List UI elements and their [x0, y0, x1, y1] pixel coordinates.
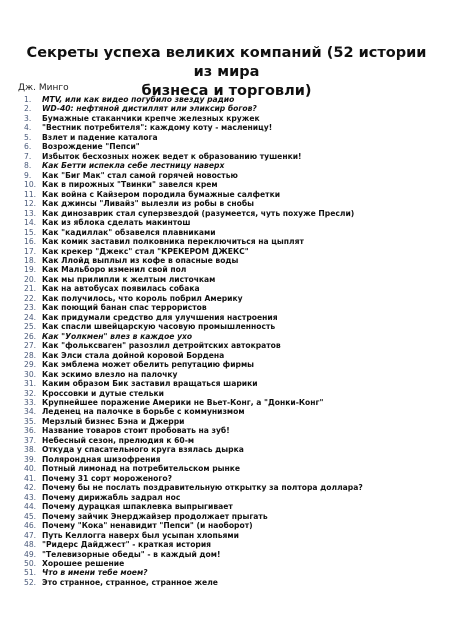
toc-item-number: 29. — [24, 360, 37, 370]
toc-item — [24, 256, 444, 265]
toc-item-title: Как комик заставил полковника переключиться на цыплят — [42, 237, 304, 247]
toc-item-title: Как "Биг Мак" стал самой горячей новостью — [42, 170, 238, 180]
toc-item-title: Как Бетти испекла себе лестницу наверх — [42, 161, 225, 171]
toc-item-number: 49. — [24, 549, 37, 559]
toc-item-number: 17. — [24, 246, 37, 256]
toc-item-title: "Вестник потребителя": каждому коту - масленицу! — [42, 123, 273, 133]
toc-item-title: Как джинсы "Ливайз" вылезли из робы в снобы — [42, 199, 254, 209]
toc-item-number: 26. — [24, 331, 37, 341]
toc-item — [24, 190, 444, 199]
document-author: Дж. Минго — [18, 83, 69, 93]
toc-item-title: Это странное, странное, странное желе — [42, 577, 218, 587]
toc-item — [24, 341, 444, 350]
toc-item-number: 45. — [24, 511, 37, 521]
toc-item-title: Почему зайчик Энерджайзер продолжает прыгать — [42, 511, 268, 521]
toc-item-title: Как получилось, что король побрил Америку — [42, 293, 243, 303]
toc-item-title: Как эскимо влезло на палочку — [42, 369, 178, 379]
toc-item — [24, 114, 444, 123]
toc-item — [24, 360, 444, 369]
toc-item-title: Как Элси стала дойной коровой Бордена — [42, 350, 225, 360]
toc-item — [24, 228, 444, 237]
toc-item-title: Как в пирожных "Твинки" завелся крем — [42, 180, 218, 190]
toc-item-title: Как Мальборо изменил свой пол — [42, 265, 187, 275]
toc-item-title: Бумажные стаканчики крепче железных кружек — [42, 113, 260, 123]
toc-item-number: 30. — [24, 369, 37, 379]
toc-item — [24, 578, 444, 587]
toc-item — [24, 502, 444, 511]
toc-item-number: 50. — [24, 558, 37, 568]
toc-item-number: 41. — [24, 473, 37, 483]
toc-item-number: 28. — [24, 350, 37, 360]
toc-item-title: Хорошее решение — [42, 558, 125, 568]
toc-item — [24, 521, 444, 530]
toc-item-number: 35. — [24, 416, 37, 426]
toc-item-number: 14. — [24, 218, 37, 228]
toc-item-number: 19. — [24, 265, 37, 275]
toc-item-title: Возрождение "Пепси" — [42, 142, 140, 152]
toc-item — [24, 483, 444, 492]
toc-item-title: Как придумали средство для улучшения настроения — [42, 312, 278, 322]
toc-item-title: Взлет и падение каталога — [42, 132, 158, 142]
toc-item-number: 43. — [24, 492, 37, 502]
toc-item-title: Избыток бесхозных ножек ведет к образованию тушенки! — [42, 151, 302, 161]
toc-item-number: 48. — [24, 540, 37, 550]
toc-item-number: 10. — [24, 180, 37, 190]
toc-item — [24, 559, 444, 568]
toc-item-number: 51. — [24, 568, 37, 578]
toc-item — [24, 436, 444, 445]
toc-item-title: Почему "Кока" ненавидит "Пепси" (и наоборот) — [42, 521, 253, 531]
toc-item-number: 34. — [24, 407, 37, 417]
toc-item-title: Как спасли швейцарскую часовую промышленность — [42, 322, 276, 332]
toc-item-title: Почему дурацкая шпаклевка выпрыгивает — [42, 502, 233, 512]
toc-item — [24, 455, 444, 464]
toc-item-number: 13. — [24, 208, 37, 218]
toc-item-number: 36. — [24, 426, 37, 436]
toc-item-number: 15. — [24, 227, 37, 237]
toc-item — [24, 426, 444, 435]
toc-item — [24, 152, 444, 161]
toc-item — [24, 550, 444, 559]
toc-item — [24, 303, 444, 312]
title-line-2: бизнеса и торговли) — [141, 83, 312, 99]
toc-item-title: Как эмблема может обелить репутацию фирмы — [42, 360, 255, 370]
toc-item-title: Почему бы не послать поздравительную открытку за полтора доллара? — [42, 483, 363, 493]
toc-item-number: 46. — [24, 521, 37, 531]
toc-item — [24, 379, 444, 388]
toc-item — [24, 512, 444, 521]
toc-item-title: Полярондная шизофрения — [42, 454, 161, 464]
toc-item — [24, 180, 444, 189]
toc-item-title: Как Ллойд выплыл из кофе в опасные воды — [42, 255, 239, 265]
toc-item-title: Кроссовки и дутые стельки — [42, 388, 165, 398]
toc-item-number: 33. — [24, 398, 37, 407]
toc-item-title: Как мы прилипли к желтым листочкам — [42, 274, 216, 284]
toc-item-number: 31. — [24, 379, 37, 389]
toc-item-number: 38. — [24, 445, 37, 455]
toc-item-title: Крупнейшее поражение Америки не Вьет-Конг, а "Донки-Конг" — [42, 398, 324, 407]
toc-item-number: 5. — [24, 132, 32, 142]
toc-item-number: 24. — [24, 312, 37, 322]
toc-item-title: WD-40: нефтяной дистиллят или эликсир богов? — [42, 104, 257, 114]
toc-item — [24, 95, 444, 104]
toc-item-title: Небесный сезон, прелюдия к 60-м — [42, 435, 195, 445]
toc-item-number: 11. — [24, 189, 37, 199]
table-of-contents — [24, 95, 444, 587]
document-title — [20, 44, 433, 101]
toc-item-number: 27. — [24, 341, 37, 351]
toc-item-title: Как из яблока сделать макинтош — [42, 218, 191, 228]
toc-item-title: Как крекер "Джекс" стал "КРЕКЕРОМ ДЖЕКС" — [42, 246, 249, 256]
toc-item-number: 40. — [24, 464, 37, 474]
toc-item — [24, 540, 444, 549]
toc-item-number: 32. — [24, 388, 37, 398]
toc-item-title: "Ридерс Дайджест" - краткая история — [42, 540, 212, 550]
toc-item — [24, 445, 444, 454]
toc-item — [24, 171, 444, 180]
toc-item-title: Почему дирижабль задрал нос — [42, 492, 181, 502]
toc-item-number: 37. — [24, 435, 37, 445]
toc-item-title: MTV, или как видео погубило звезду радио — [42, 95, 235, 104]
toc-item — [24, 161, 444, 170]
toc-item-number: 20. — [24, 274, 37, 284]
toc-item — [24, 218, 444, 227]
toc-item — [24, 237, 444, 246]
toc-item-number: 1. — [24, 95, 32, 104]
toc-item-title: Мерзлый бизнес Бэна и Джерри — [42, 416, 185, 426]
toc-item — [24, 313, 444, 322]
title-line-1: Секреты успеха великих компаний (52 истории из мира — [26, 45, 427, 80]
toc-item-title: Что в имени тебе моем? — [42, 568, 148, 578]
toc-item-number: 8. — [24, 161, 32, 171]
toc-item-title: Потный лимонад на потребительском рынке — [42, 464, 241, 474]
toc-item — [24, 284, 444, 293]
toc-item-number: 52. — [24, 577, 37, 587]
toc-item-number: 4. — [24, 123, 32, 133]
toc-item-title: Название товаров стоит пробовать на зуб! — [42, 426, 230, 436]
toc-item — [24, 275, 444, 284]
toc-item-title: Почему 31 сорт мороженого? — [42, 473, 172, 483]
toc-item-number: 6. — [24, 142, 32, 152]
toc-item — [24, 398, 444, 407]
toc-item-title: Как поющий банан спас террористов — [42, 303, 207, 313]
toc-item-title: Как "кадиллак" обзавелся плавниками — [42, 227, 216, 237]
toc-item-title: Как на автобусах появилась собака — [42, 284, 200, 294]
toc-item — [24, 265, 444, 274]
toc-item — [24, 133, 444, 142]
toc-item — [24, 332, 444, 341]
toc-item-title: Откуда у спасательного круга взялась дырка — [42, 445, 244, 455]
toc-item-title: Каким образом Бик заставил вращаться шарики — [42, 379, 258, 389]
toc-item — [24, 351, 444, 360]
toc-item — [24, 142, 444, 151]
toc-item-title: Как "Уолкмен" влез в каждое ухо — [42, 331, 193, 341]
toc-item-number: 47. — [24, 530, 37, 540]
toc-item-number: 2. — [24, 104, 32, 114]
toc-item-number: 7. — [24, 151, 32, 161]
toc-item-number: 21. — [24, 284, 37, 294]
toc-item — [24, 247, 444, 256]
toc-item-title: Леденец на палочке в борьбе с коммунизмом — [42, 407, 245, 417]
toc-item — [24, 370, 444, 379]
toc-item — [24, 199, 444, 208]
toc-item-number: 39. — [24, 454, 37, 464]
toc-item — [24, 209, 444, 218]
toc-item-title: Как "фольксваген" разозлил детройтских автократов — [42, 341, 281, 351]
toc-item-title: Путь Келлогга наверх был усыпан хлопьями — [42, 530, 239, 540]
toc-item — [24, 568, 444, 577]
toc-item-number: 9. — [24, 170, 32, 180]
toc-item-title: Как война с Кайзером породила бумажные салфетки — [42, 189, 281, 199]
toc-item — [24, 123, 444, 132]
toc-item — [24, 474, 444, 483]
toc-item-number: 44. — [24, 502, 37, 512]
toc-item — [24, 294, 444, 303]
toc-item — [24, 493, 444, 502]
toc-item-number: 18. — [24, 255, 37, 265]
toc-item-number: 16. — [24, 237, 37, 247]
toc-item — [24, 531, 444, 540]
toc-item-number: 42. — [24, 483, 37, 493]
toc-item — [24, 464, 444, 473]
toc-item — [24, 407, 444, 416]
toc-item-number: 25. — [24, 322, 37, 332]
toc-item-number: 3. — [24, 113, 32, 123]
toc-item — [24, 389, 444, 398]
toc-item-title: Как динозаврик стал суперзвездой (разумеется, чуть похуже Пресли) — [42, 208, 355, 218]
toc-item-number: 23. — [24, 303, 37, 313]
toc-item-number: 12. — [24, 199, 37, 209]
toc-item — [24, 417, 444, 426]
toc-item-number: 22. — [24, 293, 37, 303]
toc-item — [24, 104, 444, 113]
toc-item — [24, 322, 444, 331]
toc-item-title: "Телевизорные обеды" - в каждый дом! — [42, 549, 221, 559]
